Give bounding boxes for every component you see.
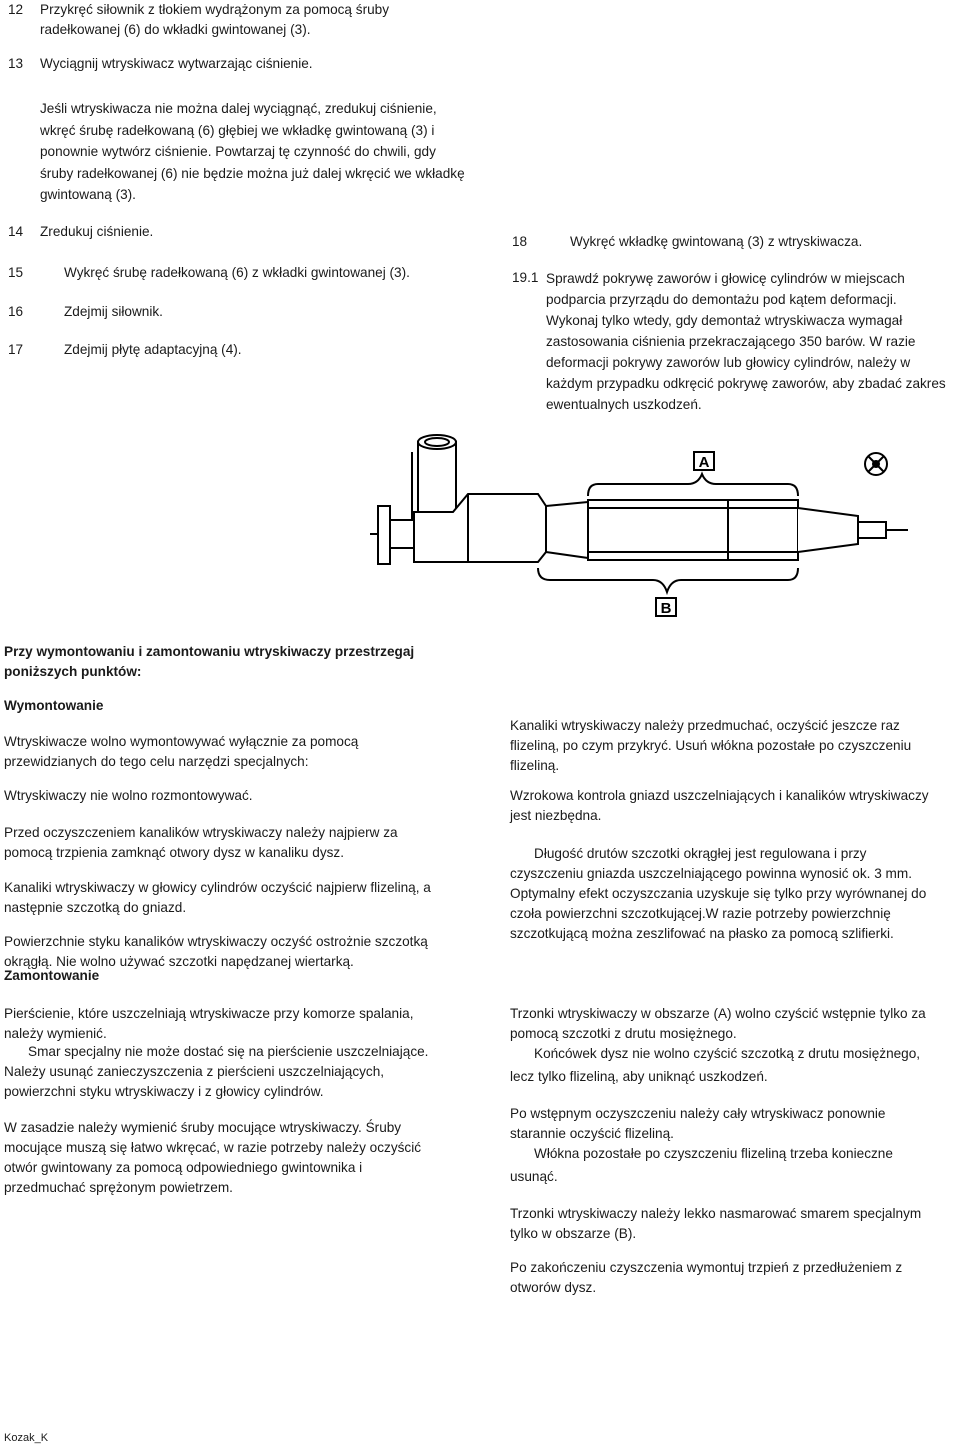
left-p7: Smar specjalny nie może dostać się na pierścienie uszczelniające. Należy usunąć zanieczyszczenia z pierścieni uszczelniających, powierzchni styku wtryskiwaczy i z głowicy cylindrów. bbox=[4, 1044, 429, 1099]
left-p2: Wtryskiwaczy nie wolno rozmontowywać. bbox=[4, 788, 253, 803]
step-text: Zdejmij płytę adaptacyjną (4). bbox=[64, 342, 242, 357]
footer-author: Kozak_K bbox=[4, 1432, 49, 1444]
left-p1: Wtryskiwacze wolno wymontowywać wyłącznie za pomocą przewidzianych do tego celu narzędzi specjalnych: bbox=[4, 734, 359, 769]
step-text: Przykręć siłownik z tłokiem wydrążonym za pomocą śruby radełkowanej (6) do wkładki gwintowanej (3). bbox=[40, 2, 390, 37]
right-p6: Po wstępnym oczyszczeniu należy cały wtryskiwacz ponownie starannie oczyścić flizeliną. bbox=[510, 1106, 886, 1141]
right-p1: Kanaliki wtryskiwaczy należy przedmuchać, oczyścić jeszcze raz flizeliną, po czym przykryć. Usuń włókna pozostałe po czyszczeniu flizeliną. bbox=[510, 718, 912, 773]
left-p6: Pierścienie, które uszczelniają wtryskiwacze przy komorze spalania, należy wymienić. bbox=[4, 1006, 414, 1041]
step-number: 13 bbox=[8, 56, 24, 71]
left-p3: Przed oczyszczeniem kanalików wtryskiwaczy należy najpierw za pomocą trzpienia zamknąć otwory dysz w kanaliku dysz. bbox=[4, 825, 398, 860]
label-b: B bbox=[660, 600, 672, 617]
step-text: Wykręć śrubę radełkowaną (6) z wkładki gwintowanej (3). bbox=[64, 265, 410, 280]
step-number: 15 bbox=[8, 265, 24, 280]
step-text: Wyciągnij wtryskiwacz wytwarzając ciśnienie. bbox=[40, 56, 313, 71]
step-number: 14 bbox=[8, 224, 24, 239]
step-number: 17 bbox=[8, 342, 24, 357]
step-19-1 bbox=[512, 268, 952, 418]
left-p4: Kanaliki wtryskiwaczy w głowicy cylindrów oczyścić najpierw flizeliną, a następnie szczotką do gniazd. bbox=[4, 880, 431, 915]
step-text: Sprawdź pokrywę zaworów i głowicę cylindrów w miejscach podparcia przyrządu do demontażu pod kątem deformacji. Wykonaj tylko wtedy, gdy demontaż wtryskiwacza wymagał zastosowania ciśnienia przekraczającego 350 barów. W razie deformacji pokrywy zaworów lub głowicy cylindrów, należy w każdym przypadku odkręcić pokrywę zaworów, aby zbadać zakres ewentualnych uszkodzeń. bbox=[546, 271, 946, 412]
right-p3: Długość drutów szczotki okrągłej jest regulowana i przy czyszczeniu gniazda uszczelniającego powinna wynosić ok. 3 mm. Optymalny efekt oczyszczania uzyskuje się tylko przy wyrównanej do czoła powierzchni szczotkującej.W razie potrzeby powierzchnię szczotkującą można zeszlifować na płasko za pomocą szlifierki. bbox=[510, 846, 927, 941]
right-p5: Końcówek dysz nie wolno czyścić szczotką z drutu mosiężnego, lecz tylko flizeliną, aby uniknąć uszkodzeń. bbox=[510, 1046, 921, 1084]
step-13-note: Jeśli wtryskiwacza nie można dalej wyciągnąć, zredukuj ciśnienie, wkręć śrubę radełkowaną (6) głębiej we wkładkę gwintowaną (3) i ponownie wytwórz ciśnienie. Powtarzaj tę czynność do chwili, gdy śruby radełkowanej (6) nie będzie można już dalej wkręcić we wkładkę gwintowaną (3). bbox=[40, 101, 465, 202]
left-p8: W zasadzie należy wymienić śruby mocujące wtryskiwaczy. Śruby mocujące muszą się łatwo wkręcać, w razie potrzeby należy oczyścić otwór gwintowany za pomocą odpowiedniego gwintownika i przedmuchać sprężonym powietrzem. bbox=[4, 1120, 422, 1195]
right-p4: Trzonki wtryskiwaczy w obszarze (A) wolno czyścić wstępnie tylko za pomocą szczotki z drutu mosiężnego. bbox=[510, 1006, 926, 1041]
injector-diagram bbox=[318, 412, 960, 620]
step-number: 19.1 bbox=[512, 270, 539, 285]
step-number: 18 bbox=[512, 234, 528, 249]
heading-removal: Wymontowanie bbox=[4, 698, 104, 713]
step-text: Wykręć wkładkę gwintowaną (3) z wtryskiwacza. bbox=[570, 234, 863, 249]
right-p9: Po zakończeniu czyszczenia wymontuj trzpień z przedłużeniem z otworów dysz. bbox=[510, 1260, 903, 1295]
right-p7: Włókna pozostałe po czyszczeniu flizeliną trzeba konieczne usunąć. bbox=[510, 1146, 893, 1184]
right-p8: Trzonki wtryskiwaczy należy lekko nasmarować smarem specjalnym tylko w obszarze (B). bbox=[510, 1206, 922, 1241]
step-number: 12 bbox=[8, 2, 24, 17]
label-a: A bbox=[698, 454, 710, 471]
heading-install: Zamontowanie bbox=[4, 968, 100, 983]
right-p2: Wzrokowa kontrola gniazd uszczelniających i kanalików wtryskiwaczy jest niezbędna. bbox=[510, 788, 929, 823]
step-text: Zredukuj ciśnienie. bbox=[40, 224, 154, 239]
section-heading: Przy wymontowaniu i zamontowaniu wtryskiwaczy przestrzegaj poniższych punktów: bbox=[4, 644, 415, 679]
brush-icon bbox=[865, 453, 887, 475]
left-p5: Powierzchnie styku kanalików wtryskiwaczy oczyść ostrożnie szczotką okrągłą. Nie wolno używać szczotki napędzanej wiertarką. bbox=[4, 934, 428, 969]
step-number: 16 bbox=[8, 304, 24, 319]
step-text: Zdejmij siłownik. bbox=[64, 304, 163, 319]
